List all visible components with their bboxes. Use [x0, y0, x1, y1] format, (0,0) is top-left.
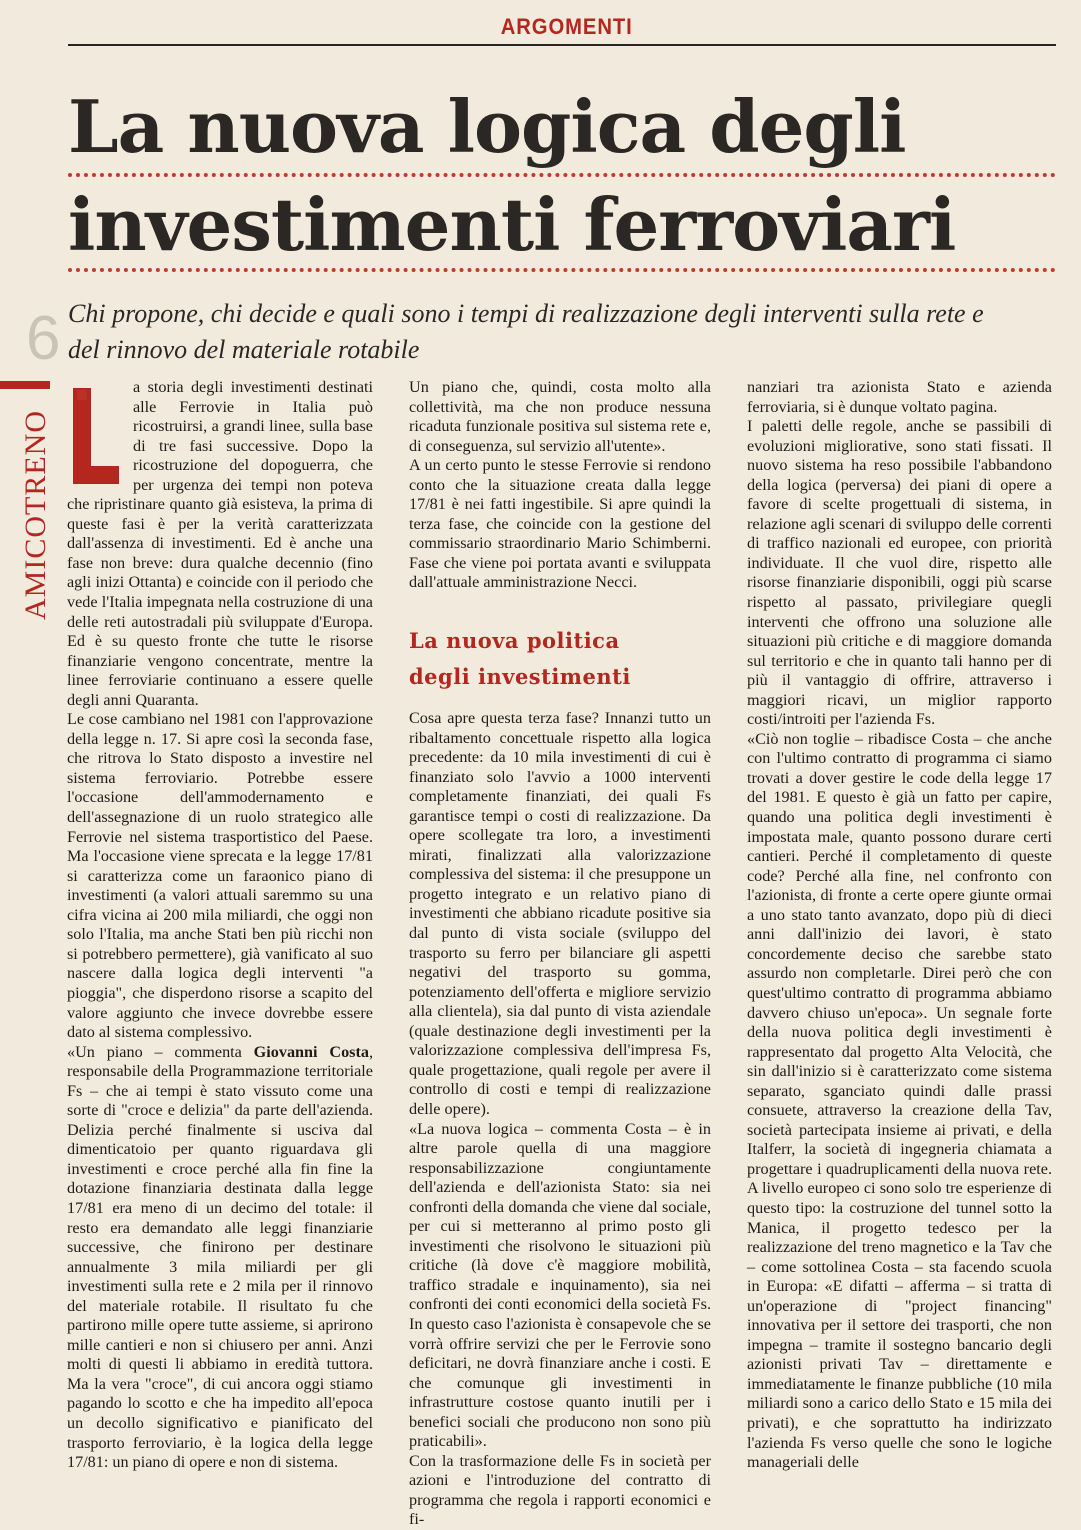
page-number: 6	[26, 304, 61, 373]
paragraph: Le cose cambiano nel 1981 con l'approvazione della legge n. 17. Si apre così la seconda fase, che ritrova lo Stato disposto a investire nel sistema ferroviario. Potrebbe essere l'occasione dell'ammodernamento e dell'assegnazione di un ruolo strategico alle Ferrovie nel sistema trasportistico del Paese. Ma l'occasione viene sprecata e la legge 17/81 si caratterizza come un faraonico piano di investimenti (a valori attuali saremmo su una cifra vicina ai 200 mila miliardi, che oggi non solo l'Italia, ma anche Stati ben più ricchi non si potrebbero permettere), già vanificato al suo nascere dalla logica degli interventi "a pioggia", che disperdono risorse a scapito del valore aggiunto che invece dovrebbe essere dato al sistema complessivo.	[67, 710, 373, 1042]
dotted-divider-bottom	[68, 268, 1056, 272]
side-accent-bar	[0, 381, 50, 389]
quote-body: , responsabile della Programmazione territoriale Fs – che ai tempi è stato vissuto come una sorte di "croce e delizia" da parte dell'azienda. Delizia perché finalmente si usciva dal dimenticatoio per quanto riguardava gli investimenti e croce perché alla fin fine la dotazione finanziaria destinata dalla legge 17/81 era meno di un decimo del totale: il resto era demandato alle leggi finanziarie successive, che finirono per destinare annualmente 3 mila miliardi per gli investimenti sulla rete e 2 mila per il rinnovo del materiale rotabile. Il risultato fu che partirono mille opere tutte assieme, si aprirono mille cantieri e non si chiusero per anni. Anzi molti di questi li abbiamo in eredità tuttora. Ma la vera "croce", di cui ancora oggi stiamo pagando lo scotto e che ha impedito all'epoca un decollo significativo e pianificato del trasporto ferroviario, è la logica della legge 17/81: un piano di opere e non di sistema.	[67, 1042, 373, 1472]
magazine-brand-vertical: AMICOTRENO	[19, 410, 52, 620]
paragraph: A un certo punto le stesse Ferrovie si rendono conto che la situazione creata dalla legge 17/81 è nei fatti ingestibile. Si apre quindi la terza fase, che coincide con la gestione del commissario straordinario Mario Schimberni. Fase che viene poi portata avanti e sviluppata dall'attuale amministrazione Necci.	[409, 456, 711, 592]
section-heading-line-1: La nuova politica	[409, 628, 620, 654]
section-label: ARGOMENTI	[492, 14, 642, 40]
paragraph: Un piano che, quindi, costa molto alla collettività, ma che non produce nessuna ricaduta funzionale positiva sul sistema rete e, di conseguenza, sul servizio all'utente».	[409, 378, 711, 455]
paragraph: nanziari tra azionista Stato e azienda ferroviaria, si è dunque voltato pagina.	[747, 378, 1052, 416]
paragraph: Con la trasformazione delle Fs in società per azioni e l'introduzione del contratto di programma che regola i rapporti economici e fi-	[409, 1451, 711, 1529]
header-rule	[68, 44, 1056, 46]
quoted-person-name: Giovanni Costa	[253, 1042, 369, 1061]
article-subtitle: Chi propone, chi decide e quali sono i tempi di realizzazione degli interventi sulla rete e del rinnovo del materiale rotabile	[68, 299, 984, 364]
paragraph: «Ciò non toglie – ribadisce Costa – che anche con l'ultimo contratto di programma ci siamo trovati a dover gestire le code della legge 17 del 1981. E questo è già un fatto per capire, quando una politica degli investimenti è impostata male, quanto possono durare certi cantieri. Perché il completamento di queste code? Perché alla fine, nel confronto con l'azionista, di fronte a certe opere giunte ormai a uno stato tanto avanzato, dopo più di dieci anni dall'inizio dei lavori, è stato concordemente deciso che sarebbe stato assurdo non completarle. Direi però che con quest'ultimo contratto di programma abbiamo davvero chiuso un'epoca». Un segnale forte della nuova politica degli investimenti è rappresentato dal progetto Alta Velocità, che sin dall'inizio si è caratterizzato come sistema separato, sganciato quindi dalle prassi consuete, attraverso la creazione della Tav, società partecipata insieme ai privati, e della Italferr, la società di ingegneria chiamata a progettare i quadruplicamenti della nuova rete. A livello europeo ci sono solo tre esperienze di questo tipo: la costruzione del tunnel sotto la Manica, il progetto tedesco per la realizzazione del treno magnetico e la Tav che – come sottolinea Costa – sta facendo scuola in Europa: «E difatti – afferma – si tratta di un'operazione di "project financing" innovativa per il settore dei trasporti, che non impegna – tramite il sostegno bancario degli azionisti privati Tav – direttamente e immediatamente le finanze pubbliche (10 mila miliardi sono a carico dello Stato e 15 mila dei privati), e che soprattutto ha indirizzato l'azienda Fs verso quelle che sono le logiche manageriali delle	[747, 729, 1052, 1472]
article-column-1	[67, 378, 373, 1473]
drop-cap	[67, 388, 121, 484]
paragraph: Cosa apre questa terza fase? Innanzi tutto un ribaltamento concettuale rispetto alla logica precedente: da 10 mila investimenti di cui è finanziato solo l'avvio a 1000 interventi completamente finanziati, dei quali Fs garantisce tempi o costi di realizzazione. Da opere scollegate tra loro, a investimenti mirati, finalizzati alla valorizzazione complessiva del sistema: il che presuppone un progetto integrato e un relativo piano di investimenti che abbiano ricadute positive sia dal punto di vista sociale (sviluppo del trasporto su ferro per bilanciare gli aspetti negativi del trasporto su gomma, potenziamento dell'offerta e migliore servizio alla clientela), sia dal punto di vista aziendale (quale destinazione degli investimenti per la valorizzazione complessiva dell'impresa Fs, quale progettazione, quali regole per avere il controllo di costi e tempi di realizzazione delle opere).	[409, 709, 711, 1118]
section-heading-line-2: degli investimenti	[409, 664, 631, 690]
headline-line-1: La nuova logica degli	[68, 84, 906, 169]
headline-line-2: investimenti ferroviari	[68, 182, 956, 267]
paragraph-quote	[67, 1043, 373, 1473]
paragraph: a storia degli investimenti destinati alle Ferrovie in Italia può ricostruirsi, a grandi linee, sulla base di tre fasi successive. Dopo la ricostruzione del dopoguerra, che per urgenza dei tempi non poteva che ripristinare quanto già esisteva, la prima di queste fasi è per la verità caratterizzata dall'assenza di investimenti. Ed è anche una fase non breve: dura qualche decennio (fino agli inizi Ottanta) e coincide con il periodo che vede l'Italia impegnata nella costruzione di una delle reti autostradali più sviluppate d'Europa. Ed è su questo fronte che tutte le risorse finanziarie vengono concentrate, mentre la linee ferroviarie continuano a essere quelle degli anni Quaranta.	[67, 378, 373, 709]
paragraph: «La nuova logica – commenta Costa – è in altre parole quella di una maggiore responsabilizzazione congiuntamente dell'azienda e dell'azionista Stato: sia nei confronti della domanda che viene dal sociale, per cui si metteranno al primo posto gli investimenti che risolvono le situazioni più critiche (là dove c'è maggiore mobilità, traffico stradale e inquinamento), sia nei confronti dei conti economici della società Fs. In questo caso l'azionista è consapevole che se vorrà offrire servizi che per le Ferrovie sono deficitari, ne dovrà finanziare anche i costi. E che comunque gli investimenti in infrastrutture costose quanto inutili per i benefici sociali che producono non sono più praticabili».	[409, 1119, 711, 1451]
section-heading	[409, 623, 711, 695]
paragraph: I paletti delle regole, anche se passibili di evoluzioni migliorative, sono stati fissati. Il nuovo sistema ha reso possibile l'abbandono della logica (perversa) dei piani di opere a favore di scelte progettuali di sistema, in relazione agli scenari di sviluppo delle correnti di traffico nazionali ed europee, con priorità individuate. Il che vuol dire, rispetto alle risorse finanziarie disponibili, oggi più scarse rispetto al passato, privilegiare quegli interventi che offrono una soluzione alle situazioni più critiche e di maggiore domanda sul territorio e che in quanto tali hanno per di più il vantaggio di offrire, attraverso i maggiori ricavi, un miglior rapporto costi/introiti per l'azienda Fs.	[747, 417, 1052, 729]
article-column-3	[747, 378, 1052, 1473]
quote-lead: «Un piano – commenta	[67, 1042, 254, 1061]
article-column-2	[409, 378, 711, 1530]
dotted-divider-top	[68, 173, 1056, 177]
drop-cap-letter-graphic	[67, 388, 121, 484]
